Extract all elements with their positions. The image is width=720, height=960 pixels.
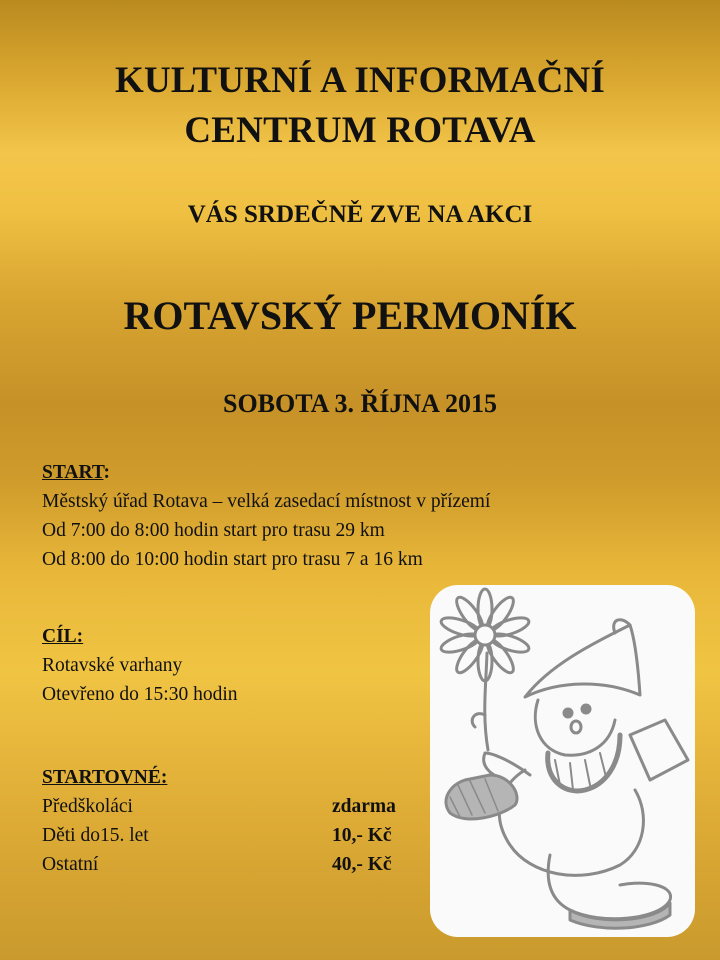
- finish-line: Rotavské varhany: [42, 655, 183, 676]
- fee-row: [42, 850, 422, 879]
- start-line: Od 8:00 do 10:00 hodin start pro trasu 7 a 16 km: [42, 549, 423, 570]
- start-line: Městský úřad Rotava – velká zasedací místnost v přízemí: [42, 491, 491, 512]
- start-colon: :: [103, 462, 110, 483]
- finish-section: [42, 622, 238, 709]
- fee-label: Ostatní: [42, 854, 99, 875]
- finish-heading: CÍL:: [42, 626, 84, 647]
- start-line: Od 7:00 do 8:00 hodin start pro trasu 29 km: [42, 520, 385, 541]
- fee-value: 40,- Kč: [332, 854, 392, 875]
- fee-value: zdarma: [332, 796, 396, 817]
- fee-row: [42, 821, 422, 850]
- finish-line: Otevřeno do 15:30 hodin: [42, 684, 238, 705]
- invite-text: VÁS SRDEČNĚ ZVE NA AKCI: [187, 201, 533, 228]
- event-date: SOBOTA 3. ŘÍJNA 2015: [222, 389, 497, 418]
- event-name: ROTAVSKÝ PERMONÍK: [123, 293, 577, 338]
- fees-section: [42, 763, 422, 879]
- organizer-line-2: CENTRUM ROTAVA: [184, 110, 536, 151]
- gnome-illustration: [430, 585, 695, 937]
- start-section: [42, 458, 490, 574]
- organizer-line-1: KULTURNÍ A INFORMAČNÍ: [114, 60, 606, 101]
- organizer-title: [0, 56, 720, 156]
- fee-row: [42, 792, 422, 821]
- fees-heading: STARTOVNÉ:: [42, 767, 168, 788]
- fee-label: Děti do15. let: [42, 825, 149, 846]
- fee-label: Předškoláci: [42, 796, 133, 817]
- fee-value: 10,- Kč: [332, 825, 392, 846]
- gnome-with-flower-icon: [430, 585, 695, 937]
- start-heading: START: [42, 462, 104, 483]
